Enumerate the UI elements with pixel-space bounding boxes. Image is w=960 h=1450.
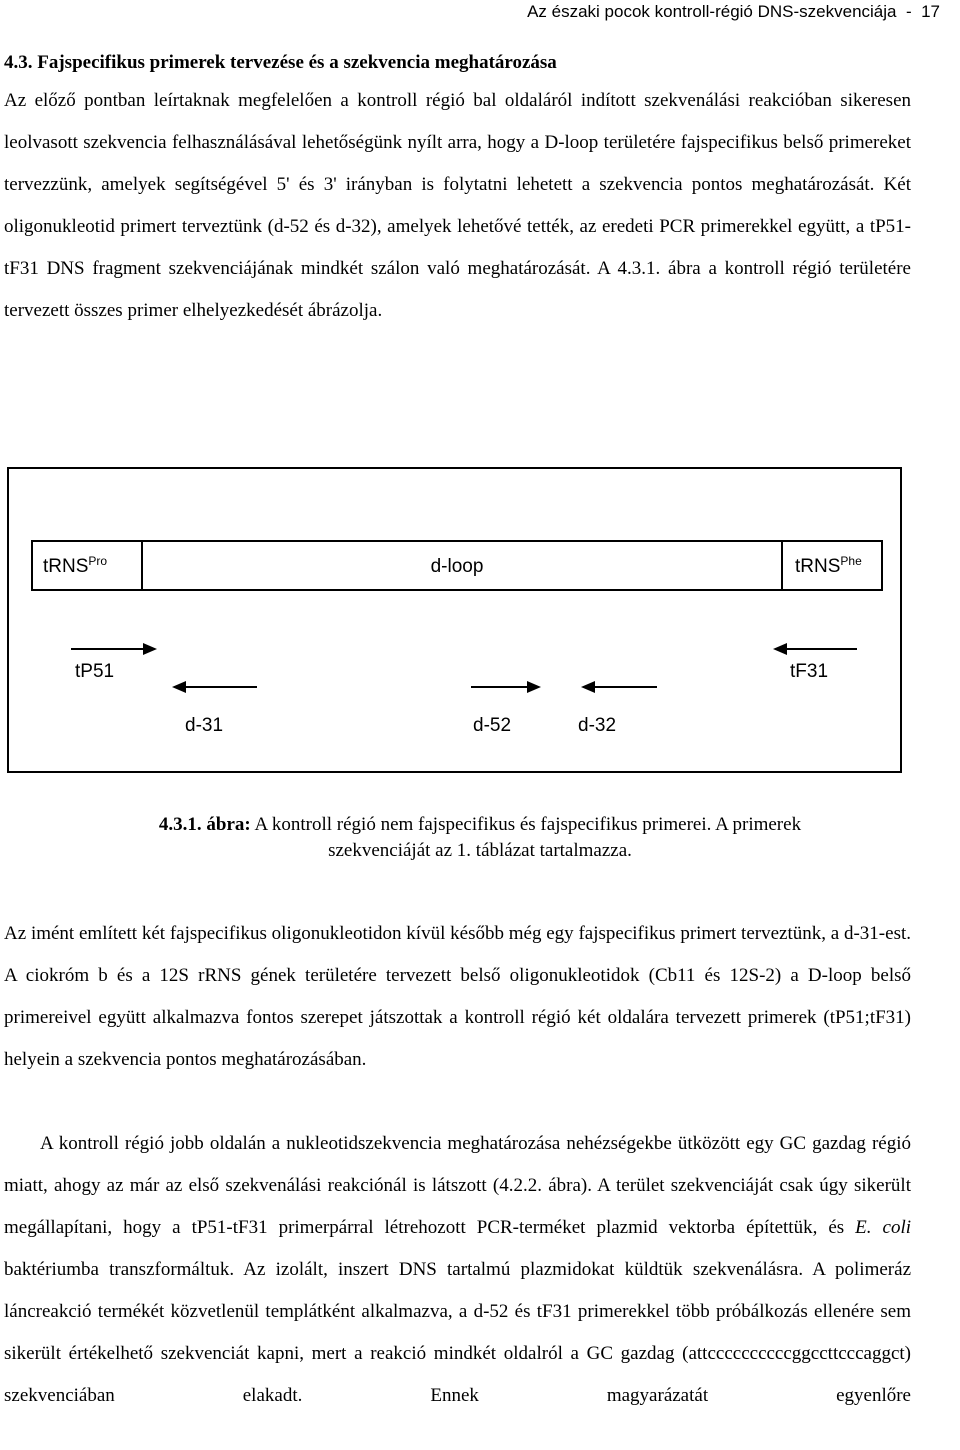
header-separator: - <box>905 2 912 21</box>
primer-d32 <box>578 681 657 736</box>
primer-d31 <box>172 681 257 736</box>
primer-label-d31: d-31 <box>185 715 224 736</box>
primer-d52 <box>471 681 541 736</box>
primer-tp51 <box>71 643 157 682</box>
paragraph-2: Az imént említett két fajspecifikus oligonukleotidon kívül később még egy fajspecifikus primert terveztünk, a d-31-est. A ciokróm b és a 12S rRNS gének területére tervezett belső oligonukleotidok (Cb11 és 12S-2) a D-loop belső primereivel együtt alkalmazva fontos szerepet játszottak a kontroll régió két oldalára tervezett primerek (tP51;tF31) helyein a szekvencia pontos meghatározásában. <box>4 923 911 1070</box>
caption-line-2: szekvenciáját az 1. táblázat tartalmazza. <box>328 840 632 861</box>
primer-diagram <box>9 469 904 775</box>
p3-species-name: E. coli <box>855 1217 911 1238</box>
p3-part-2: baktériumba transzformáltuk. Az izolált, inszert DNS tartalmú plazmidokat küldtük szekvenálásra. A polimeráz láncreakció termékét közvetlenül templátként alkalmazva, a d-52 és tF31 primerekkel több próbálkozás ellenére sem sikerült értékelhető szekvenciát kapni, mert a reakció mindkét oldalról a GC gazdag (attccccccccccggccttcccaggct) szekvenciában elakadt. Ennek magyarázatát egyenlőre <box>4 1259 911 1406</box>
running-title: Az északi pocok kontroll-régió DNS-szekvenciája <box>527 2 897 21</box>
trna-pro-text: tRNS <box>43 556 89 577</box>
trna-phe-text: tRNS <box>795 556 841 577</box>
paragraph-1: Az előző pontban leírtaknak megfelelően a kontroll régió bal oldaláról indított szekvenálási reakcióban sikeresen leolvasott szekvencia felhasználásával lehetőségünk nyílt arra, hogy a D-loop területére fajspecifikus belső primereket tervezzünk, amelyek segítségével 5' és 3' irányban is folytatni lehetett a szekvencia pontos meghatározását. Két oligonukleotid primert terveztünk (d-52 és d-32), amelyek lehetővé tették, az eredeti PCR primerekkel együtt, a tP51-tF31 DNS fragment szekvenciájának mindkét szálon való meghatározását. A 4.3.1. ábra a kontroll régió területére tervezett összes primer elhelyezkedését ábrázolja. <box>4 90 911 321</box>
trna-phe-sup: Phe <box>840 554 862 568</box>
primer-tf31 <box>773 643 857 682</box>
caption-label: 4.3.1. ábra: <box>158 814 251 835</box>
primer-label-d32: d-32 <box>578 715 617 736</box>
paragraph-3 <box>4 1123 911 1417</box>
p3-part-1: A kontroll régió jobb oldalán a nukleotidszekvencia meghatározása nehézségekbe ütközött egy GC gazdag régió miatt, ahogy az már az első szekvenálási reakciónál is látszott (4.2.2. ábra). A terület szekvenciáját csak úgy sikerült megállapítani, hogy a tP51-tF31 primerpárral létrehozott PCR-terméket plazmid vektorba építettük, és <box>4 1133 911 1238</box>
caption-text-1: A kontroll régió nem fajspecifikus és fajspecifikus primerei. A primerek <box>254 814 802 835</box>
trna-pro-sup: Pro <box>88 554 108 568</box>
primer-label-tf31: tF31 <box>790 661 829 682</box>
figure-caption <box>0 812 960 864</box>
figure-primer-map <box>7 467 902 773</box>
primer-label-tp51: tP51 <box>75 661 115 682</box>
running-header <box>527 2 940 22</box>
region-label-dloop: d-loop <box>430 556 484 577</box>
section-title: 4.3. Fajspecifikus primerek tervezése és a szekvencia meghatározása <box>4 52 557 73</box>
primer-label-d52: d-52 <box>473 715 512 736</box>
page-number: 17 <box>921 2 940 21</box>
caption-line-1 <box>0 812 960 838</box>
